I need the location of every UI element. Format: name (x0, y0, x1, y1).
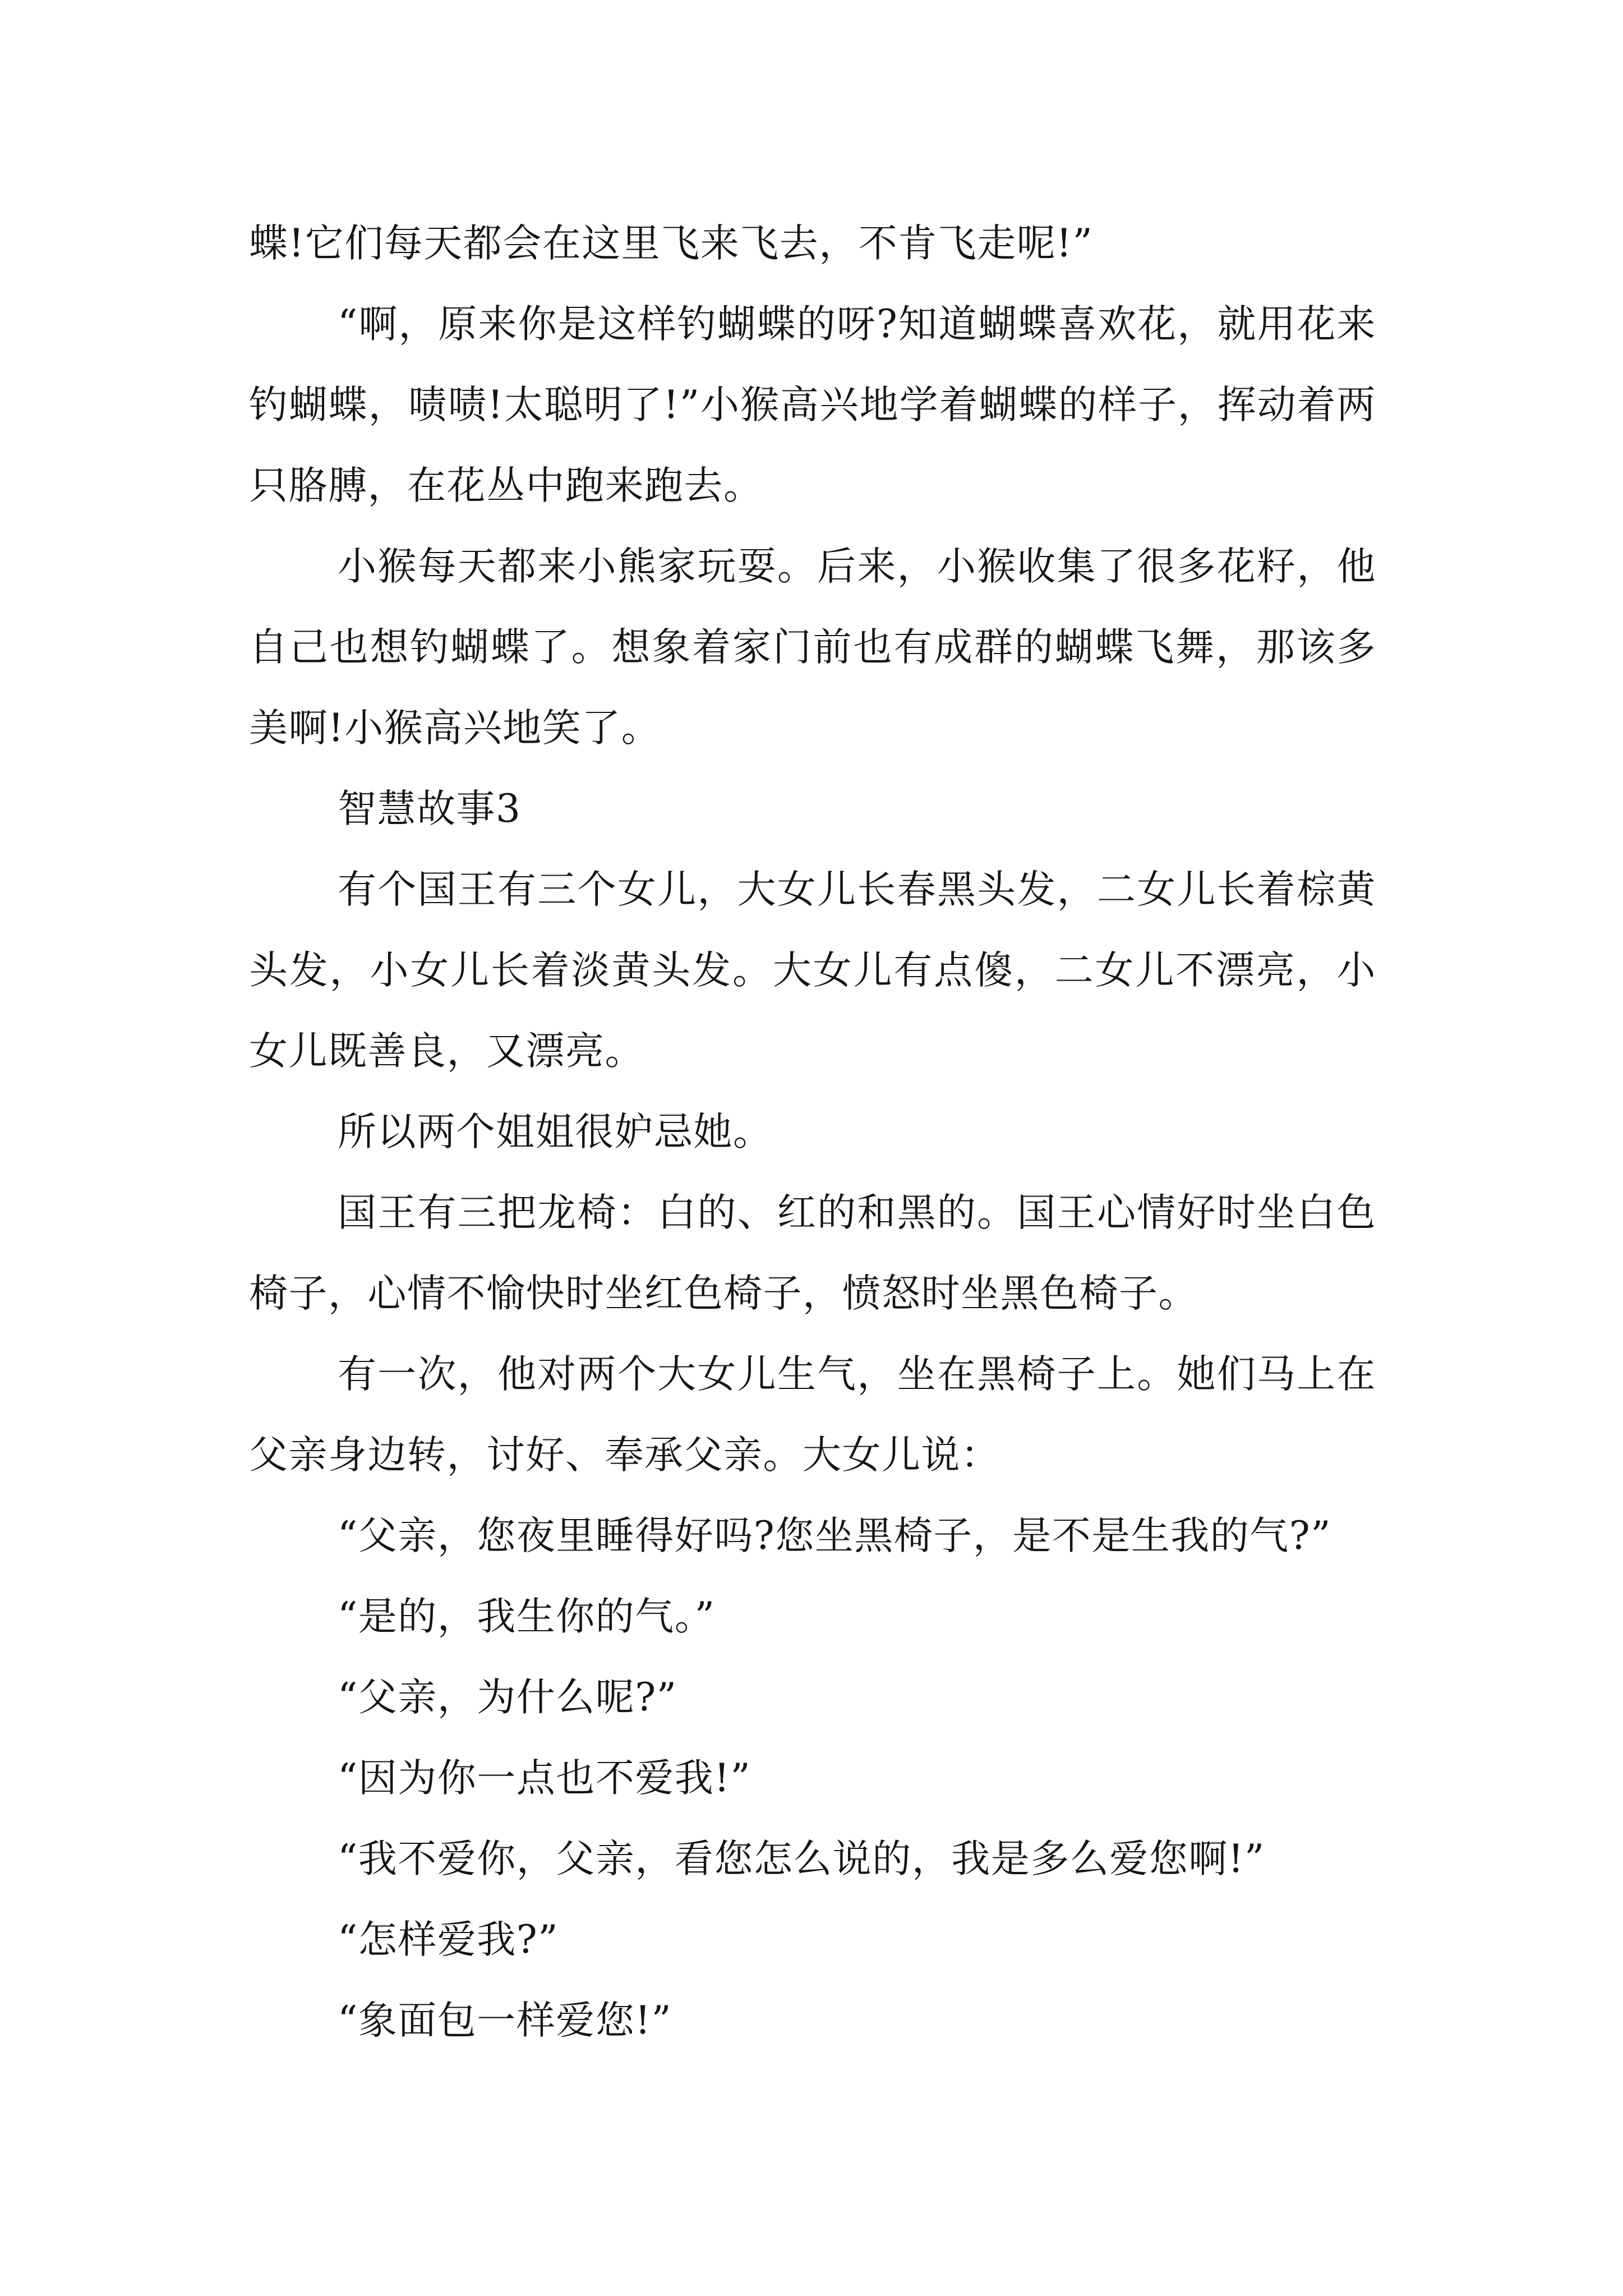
paragraph-9: “父亲，您夜里睡得好吗?您坐黑椅子，是不是生我的气?” (338, 1513, 1332, 1558)
paragraph-14: “怎样爱我?” (338, 1917, 559, 1962)
story-body (249, 203, 1376, 2061)
paragraph-12: “因为你一点也不爱我!” (338, 1756, 751, 1801)
paragraph-8: 有一次，他对两个大女儿生气，坐在黑椅子上。她们马上在父亲身边转，讨好、奉承父亲。大女儿说： (249, 1352, 1376, 1478)
paragraph-1: 蝶!它们每天都会在这里飞来飞去，不肯飞走呢!” (249, 221, 1094, 266)
paragraph-7: 国王有三把龙椅：白的、红的和黑的。国王心情好时坐白色椅子，心情不愉快时坐红色椅子，愤怒时坐黑色椅子。 (249, 1190, 1376, 1316)
paragraph-15: “象面包一样爱您!” (338, 1998, 672, 2043)
paragraph-2: “啊，原来你是这样钓蝴蝶的呀?知道蝴蝶喜欢花，就用花来钓蝴蝶，啧啧!太聪明了!”小猴高兴地学着蝴蝶的样子，挥动着两只胳膊，在花丛中跑来跑去。 (249, 302, 1376, 508)
section-heading: 智慧故事3 (338, 786, 522, 831)
paragraph-11: “父亲，为什么呢?” (338, 1675, 677, 1720)
paragraph-3: 小猴每天都来小熊家玩耍。后来，小猴收集了很多花籽，他自己也想钓蝴蝶了。想象着家门前也有成群的蝴蝶飞舞，那该多美啊!小猴高兴地笑了。 (249, 544, 1376, 751)
paragraph-5: 有个国王有三个女儿，大女儿长春黑头发，二女儿长着棕黄头发，小女儿长着淡黄头发。大女儿有点傻，二女儿不漂亮，小女儿既善良，又漂亮。 (249, 867, 1376, 1074)
paragraph-6: 所以两个姐姐很妒忌她。 (338, 1110, 773, 1154)
paragraph-13: “我不爱你，父亲，看您怎么说的，我是多么爱您啊!” (338, 1837, 1265, 1881)
paragraph-10: “是的，我生你的气。” (338, 1594, 716, 1639)
